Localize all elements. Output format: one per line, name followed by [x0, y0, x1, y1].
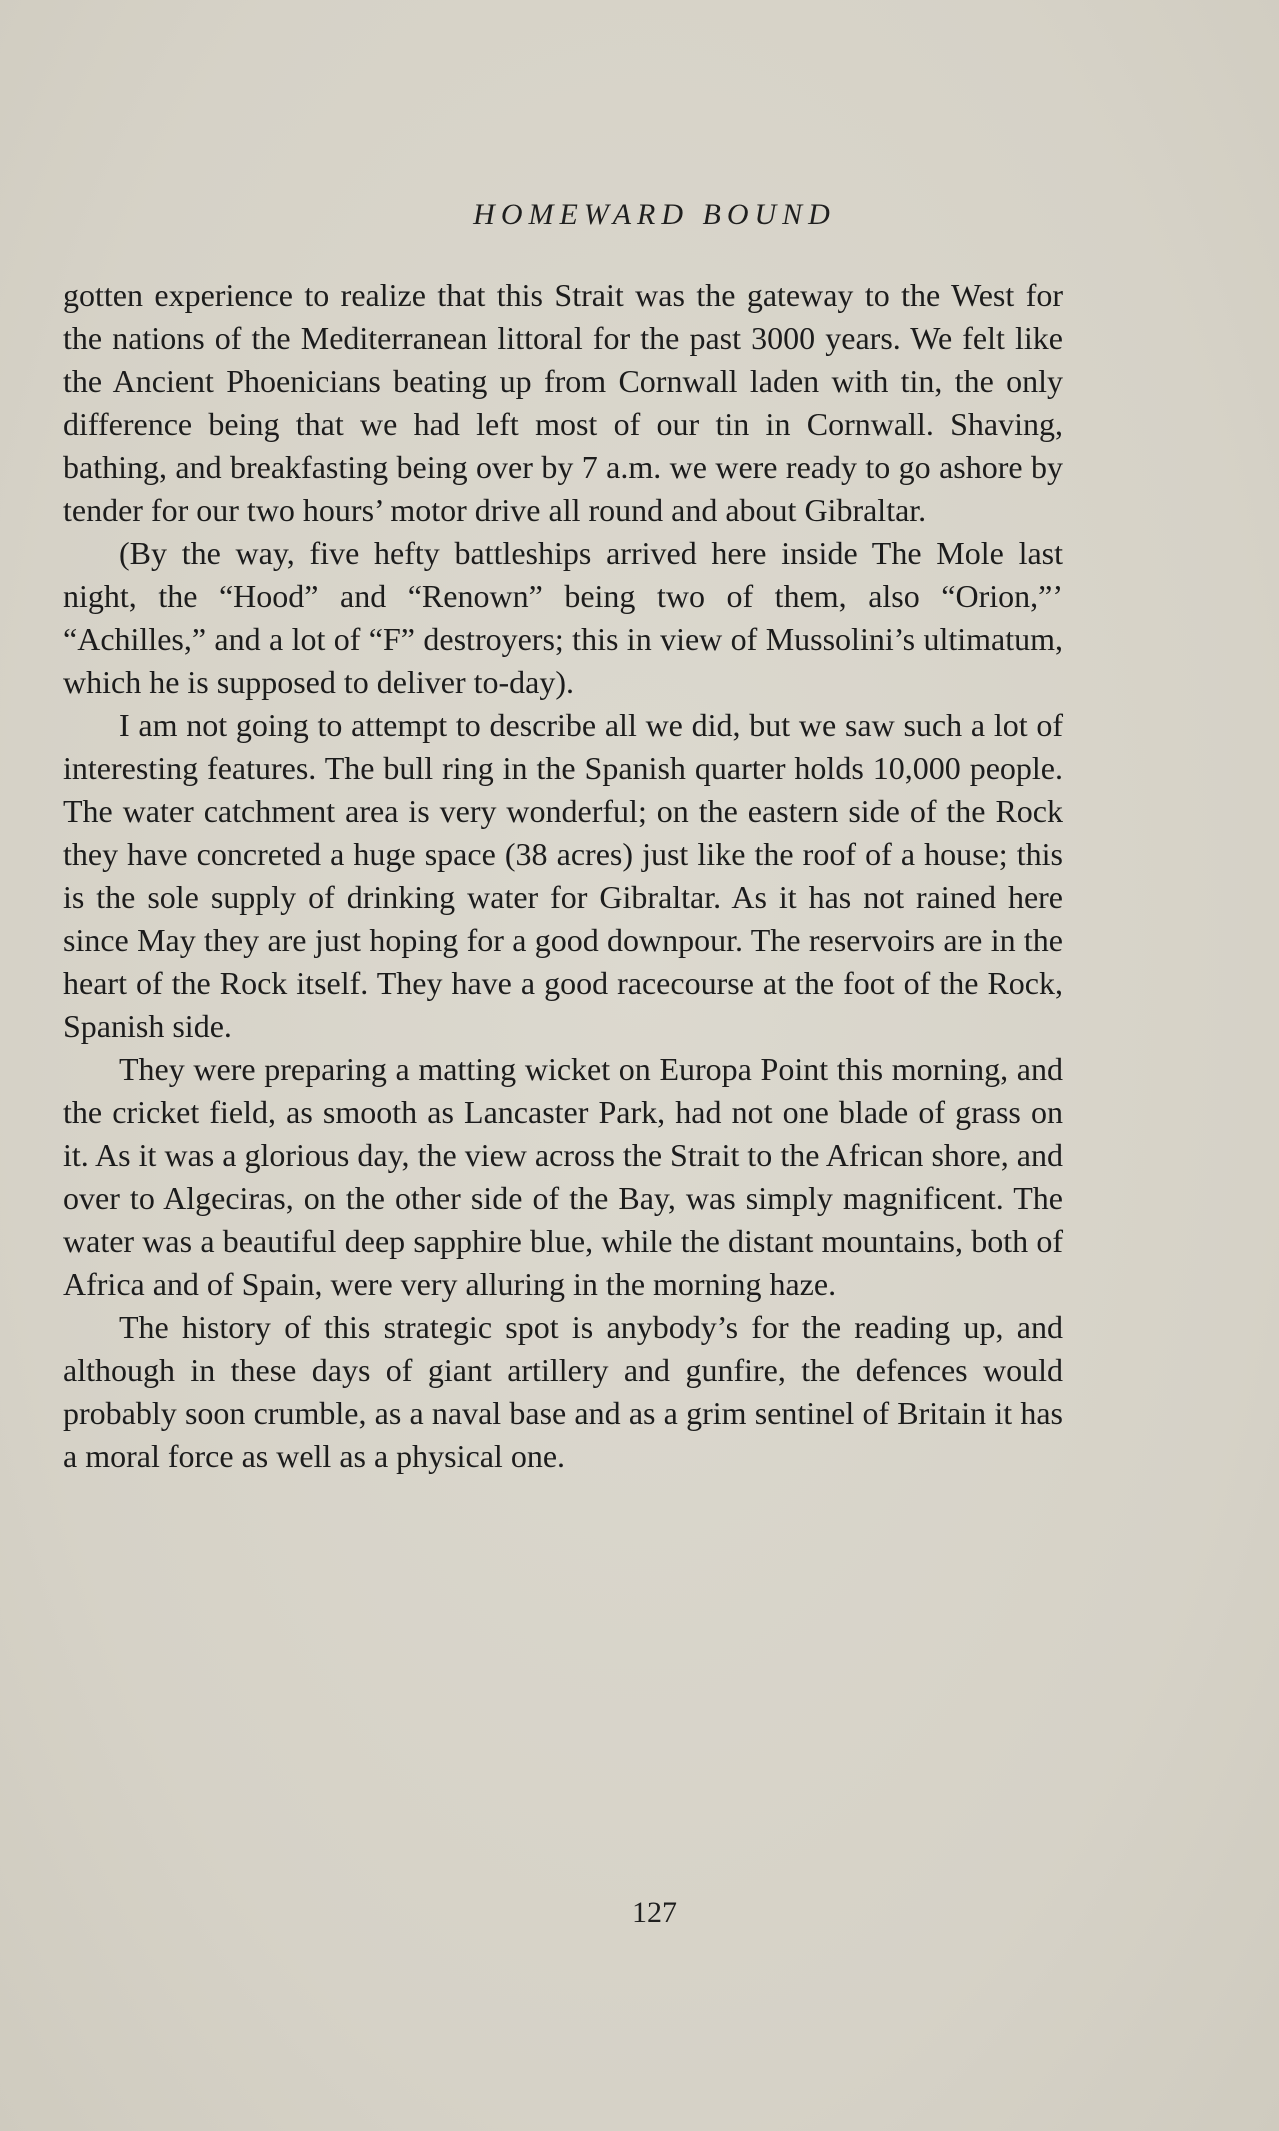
body-text: [63, 274, 1063, 1478]
paragraph-1: gotten experience to realize that this Strait was the gateway to the West for the nations of the Mediterranean littoral for the past 3000 years. We felt like the Ancient Phoenicians beating up from Cornwall laden with tin, the only difference being that we had left most of our tin in Cornwall. Shaving, bathing, and breakfasting being over by 7 a.m. we were ready to go ashore by tender for our two hours’ motor drive all round and about Gibraltar.: [63, 277, 1063, 528]
paragraph-2: (By the way, five hefty battleships arrived here inside The Mole last night, the “Hood” and “Renown” being two of them, also “Orion,”’ “Achilles,” and a lot of “F” destroyers; this in view of Mussolini’s ultimatum, which he is supposed to deliver to-day).: [63, 535, 1063, 700]
running-head: HOMEWARD BOUND: [473, 198, 836, 231]
page-number: 127: [632, 1896, 677, 1929]
paragraph-5: The history of this strategic spot is anybody’s for the reading up, and although in these days of giant artillery and gunfire, the defences would probably soon crumble, as a naval base and as a grim sentinel of Britain it has a moral force as well as a physical one.: [63, 1309, 1063, 1474]
paragraph-3: I am not going to attempt to describe all we did, but we saw such a lot of interesting features. The bull ring in the Spanish quarter holds 10,000 people. The water catchment area is very wonderful; on the eastern side of the Rock they have concreted a huge space (38 acres) just like the roof of a house; this is the sole supply of drinking water for Gibraltar. As it has not rained here since May they are just hoping for a good downpour. The reservoirs are in the heart of the Rock itself. They have a good racecourse at the foot of the Rock, Spanish side.: [63, 707, 1063, 1044]
paragraph-4: They were preparing a matting wicket on Europa Point this morning, and the cricket field, as smooth as Lancaster Park, had not one blade of grass on it. As it was a glorious day, the view across the Strait to the African shore, and over to Algeciras, on the other side of the Bay, was simply magnificent. The water was a beautiful deep sapphire blue, while the distant mountains, both of Africa and of Spain, were very alluring in the morning haze.: [63, 1051, 1063, 1302]
